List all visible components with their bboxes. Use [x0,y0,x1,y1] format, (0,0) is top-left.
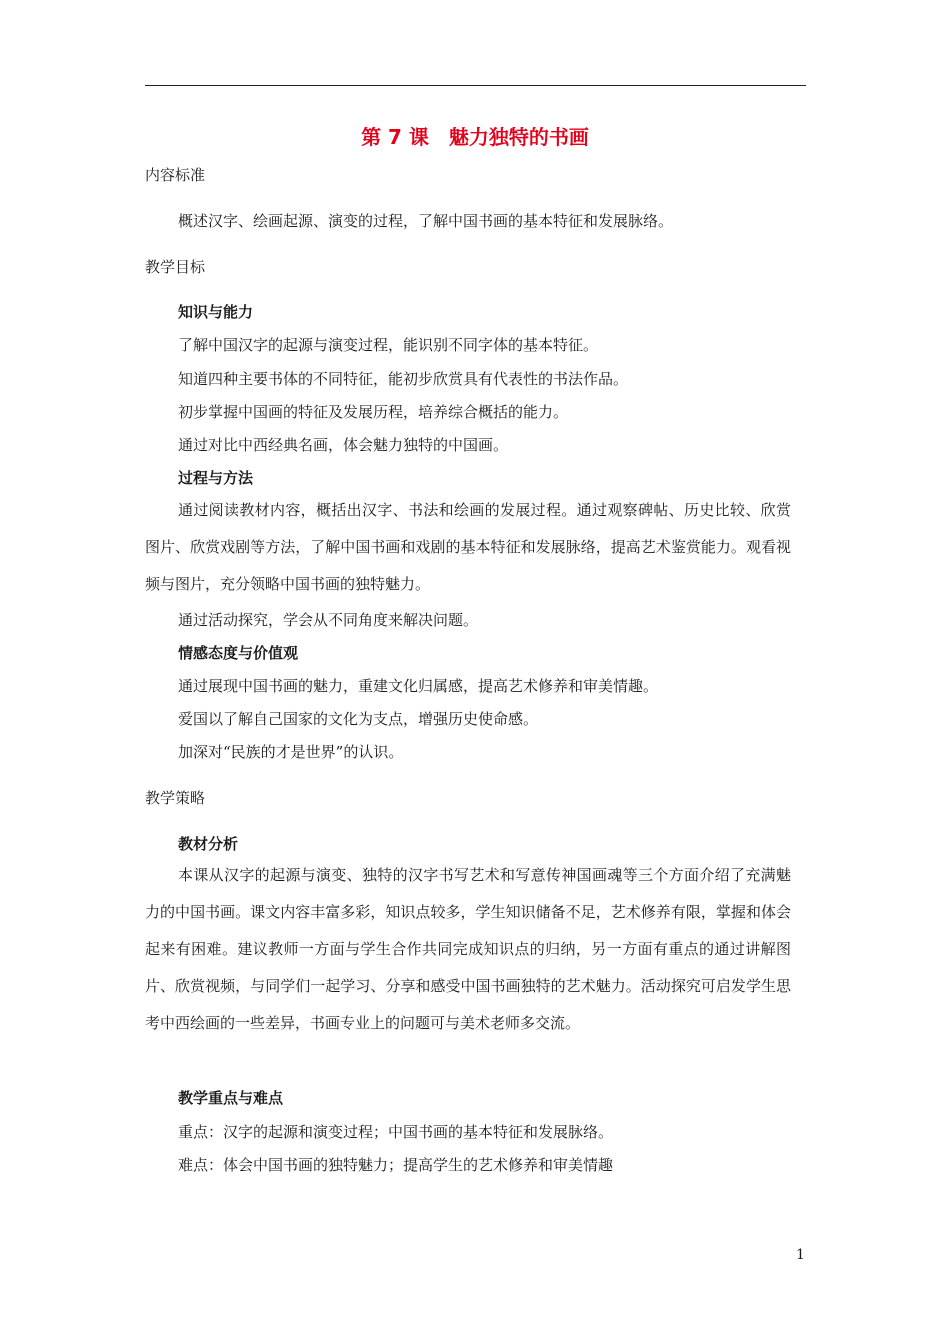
section-heading-teaching-goals: 教学目标 [145,258,206,276]
section-heading-teaching-strategy: 教学策略 [145,789,206,807]
subheading-process: 过程与方法 [178,469,254,487]
knowledge-item: 知道四种主要书体的不同特征，能初步欣赏具有代表性的书法作品。 [178,370,629,388]
subheading-analysis: 教材分析 [178,835,239,853]
emotion-item: 通过展现中国书画的魅力，重建文化归属感，提高艺术修养和审美情趣。 [178,677,659,695]
content-standard-text: 概述汉字、绘画起源、演变的过程，了解中国书画的基本特征和发展脉络。 [178,212,674,230]
knowledge-item: 了解中国汉字的起源与演变过程，能识别不同字体的基本特征。 [178,336,599,354]
emotion-item: 爱国以了解自己国家的文化为支点，增强历史使命感。 [178,710,539,728]
subheading-emotion: 情感态度与价值观 [178,644,299,662]
knowledge-item: 通过对比中西经典名画，体会魅力独特的中国画。 [178,436,509,454]
emotion-item: 加深对“民族的才是世界”的认识。 [178,743,404,761]
process-paragraph: 通过阅读教材内容，概括出汉字、书法和绘画的发展过程。通过观察碑帖、历史比较、欣赏图片、欣赏戏剧等方法，了解中国书画和戏剧的基本特征和发展脉络，提高艺术鉴赏能力。观看视频与图片，充分领略中国书画的独特魅力。 [145,501,791,593]
subheading-knowledge: 知识与能力 [178,303,254,321]
section-heading-content-standard: 内容标准 [145,166,206,184]
key-point-text: 重点：汉字的起源和演变过程；中国书画的基本特征和发展脉络。 [178,1123,614,1141]
process-item: 通过活动探究，学会从不同角度来解决问题。 [178,611,479,629]
difficulty-text: 难点：体会中国书画的独特魅力；提高学生的艺术修养和审美情趣 [178,1156,614,1174]
header-rule [145,85,806,86]
analysis-paragraph: 本课从汉字的起源与演变、独特的汉字书写艺术和写意传神国画魂等三个方面介绍了充满魅力的中国书画。课文内容丰富多彩，知识点较多，学生知识储备不足，艺术修养有限，掌握和体会起来有困难。建议教师一方面与学生合作共同完成知识点的归纳，另一方面有重点的通过讲解图片、欣赏视频，与同学们一起学习、分享和感受中国书画独特的艺术魅力。活动探究可启发学生思考中西绘画的一些差异，书画专业上的问题可与美术老师多交流。 [145,866,791,1032]
page-number: 1 [796,1247,805,1263]
page-title: 第 7 课 魅力独特的书画 [361,125,589,149]
subheading-key-points: 教学重点与难点 [178,1089,284,1107]
knowledge-item: 初步掌握中国画的特征及发展历程，培养综合概括的能力。 [178,403,569,421]
